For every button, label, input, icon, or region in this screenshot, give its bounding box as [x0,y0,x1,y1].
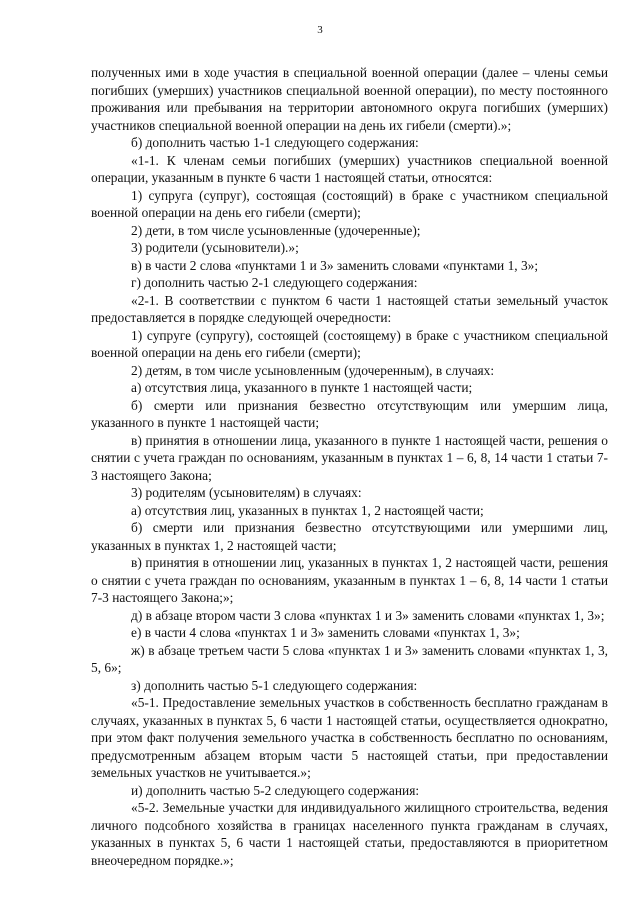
paragraph: «5-1. Предоставление земельных участков в собственность бесплатно гражданам в случаях, указанных в пунктах 5, 6 части 1 настоящей статьи, осуществляется однократно, при этом факт получения земельного участка в собственность бесплатно по основаниям, предусмотренным абзацем вторым части 5 настоящей статьи, при предоставлении земельных участков не учитывается.»; [91,695,608,780]
document-body [91,64,608,869]
paragraph: а) отсутствия лиц, указанных в пунктах 1, 2 настоящей части; [131,502,484,518]
paragraph: ж) в абзаце третьем части 5 слова «пунктах 1 и 3» заменить словами «пунктах 1, 3, 5, 6»; [91,642,608,675]
paragraph: б) смерти или признания безвестно отсутствующим или умершим лица, указанного в пункте 1 настоящей части; [91,397,608,430]
paragraph: а) отсутствия лица, указанного в пункте 1 настоящей части; [131,380,473,395]
paragraph: 2) дети, в том числе усыновленные (удочеренные); [131,222,421,238]
paragraph: 2) детям, в том числе усыновленным (удочеренным), в случаях: [131,362,495,378]
paragraph: б) дополнить частью 1-1 следующего содержания: [131,135,419,150]
paragraph: полученных ими в ходе участия в специальной военной операции (далее – члены семьи погибших (умерших) участников специальной военной операции), по месту постоянного проживания или пребывания на территории автономного округа погибших (умерших) участников специальной военной операции на день их гибели (смерти).»; [91,65,608,133]
paragraph: д) в абзаце втором части 3 слова «пунктах 1 и 3» заменить словами «пунктах 1, 3»; [131,607,605,623]
paragraph: б) смерти или признания безвестно отсутствующими или умершими лиц, указанных в пунктах 1, 2 настоящей части; [91,520,608,553]
paragraph: 1) супруге (супругу), состоящей (состоящему) в браке с участником специальной военной операции на день его гибели (смерти); [91,327,608,360]
paragraph: 3) родителям (усыновителям) в случаях: [131,485,362,500]
paragraph: и) дополнить частью 5-2 следующего содержания: [131,782,420,798]
paragraph: «1-1. К членам семьи погибших (умерших) участников специальной военной операции, указанным в пункте 6 части 1 настоящей статьи, относятся: [91,152,608,185]
paragraph: «2-1. В соответствии с пунктом 6 части 1 настоящей статьи земельный участок предоставляется в порядке следующей очередности: [91,292,608,325]
paragraph: з) дополнить частью 5-1 следующего содержания: [131,677,418,693]
page-number: 3 [317,24,323,36]
paragraph: в) в части 2 слова «пунктами 1 и 3» заменить словами «пунктами 1, 3»; [131,257,539,273]
paragraph: «5-2. Земельные участки для индивидуального жилищного строительства, ведения личного подсобного хозяйства в границах населенного пункта гражданам в случаях, указанных в пунктах 5, 6 части 1 настоящей статьи, предоставляются в приоритетном внеочередном порядке.»; [91,800,608,868]
paragraph: 1) супруга (супруг), состоящая (состоящий) в браке с участником специальной военной операции на день его гибели (смерти); [91,187,608,220]
paragraph: 3) родители (усыновители).»; [131,240,299,255]
paragraph: в) принятия в отношении лица, указанного в пункте 1 настоящей части, решения о снятии с учета граждан по основаниям, указанным в пунктах 1 – 6, 8, 14 части 1 статьи 7-3 настоящего Закона; [91,432,608,483]
paragraph: е) в части 4 слова «пунктах 1 и 3» заменить словами «пунктах 1, 3»; [131,625,520,640]
paragraph: г) дополнить частью 2-1 следующего содержания: [131,275,418,290]
paragraph: в) принятия в отношении лиц, указанных в пунктах 1, 2 настоящей части, решения о снятии с учета граждан по основаниям, указанным в пунктах 1 – 6, 8, 14 части 1 статьи 7-3 настоящего Закона;»; [91,555,608,605]
